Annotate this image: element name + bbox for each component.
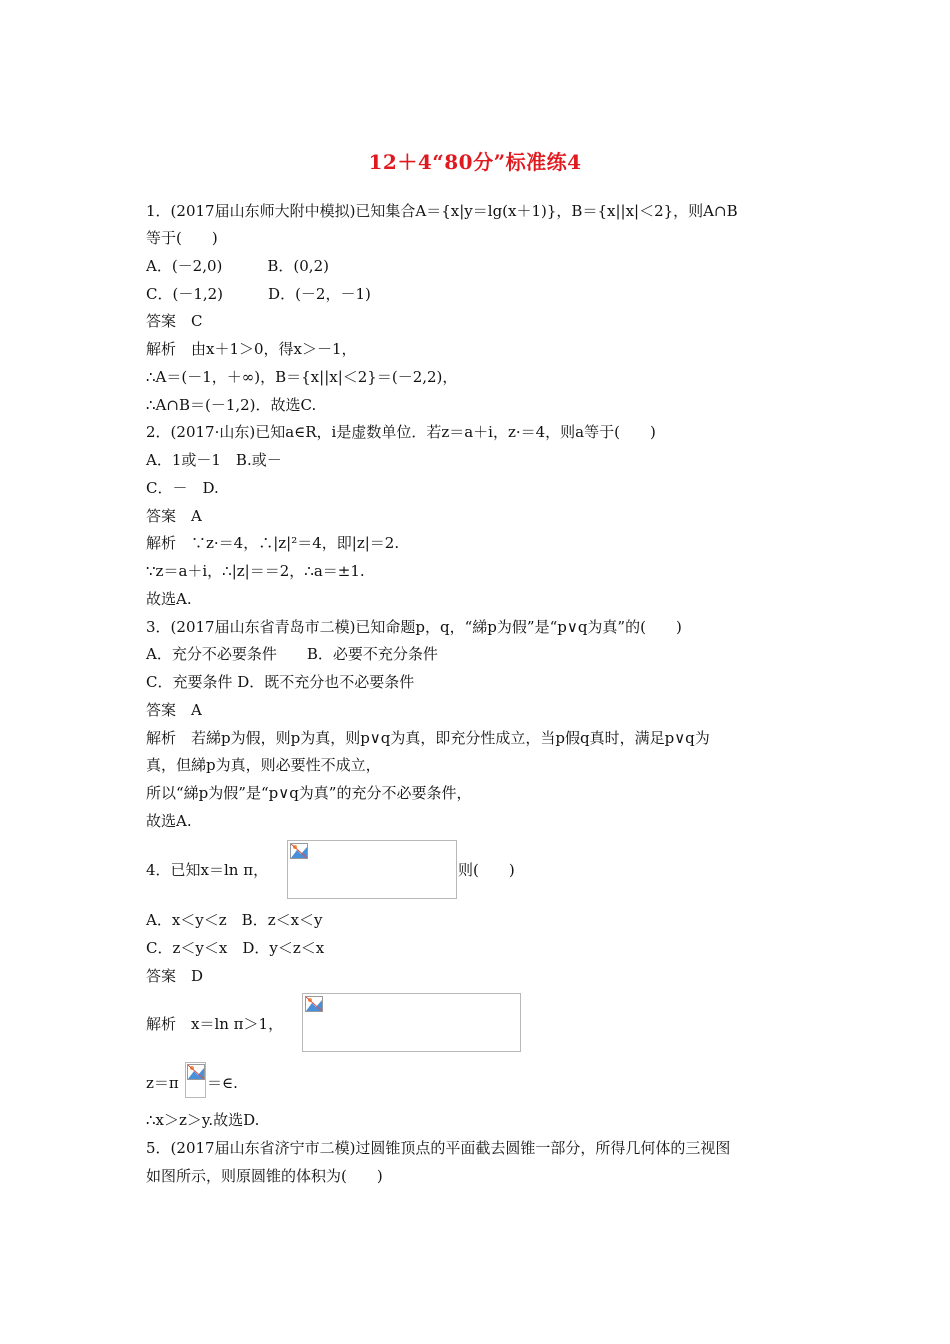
q2-options-ab: A．1或－1 B.或－ — [146, 451, 282, 469]
q2-solution-line2: ∵z＝a＋i，∴|z|＝＝2，∴a＝±1. — [146, 562, 365, 580]
q4-options-ab: A．x＜y＜z B．z＜x＜y — [146, 911, 323, 929]
q2-stem: 2．(2017·山东)已知a∈R，i是虚数单位．若z＝a＋i，z·＝4，则a等于( ) — [146, 423, 656, 441]
q4-solution-line1: 解析 x＝ln π＞1， — [146, 1015, 284, 1033]
q1-solution-line1: 解析 由x＋1＞0，得x＞－1， — [146, 340, 357, 358]
q1-solution-line3: ∴A∩B＝(－1,2)．故选C. — [146, 396, 317, 414]
q1-options-cd: C．(－1,2) D．(－2，－1) — [146, 285, 371, 303]
q3-options-cd: C．充要条件 D．既不充分也不必要条件 — [146, 673, 415, 691]
q4-answer: 答案 D — [146, 967, 204, 985]
q1-stem-line1: 1．(2017届山东师大附中模拟)已知集合A＝{x|y＝lg(x＋1)}，B＝{x||x|＜2}，则A∩B — [146, 202, 738, 220]
page-title: 12＋4“80分”标准练4 — [368, 150, 582, 174]
q2-answer: 答案 A — [146, 507, 202, 525]
q4-stem-tail: 则( ) — [458, 861, 515, 879]
q3-options-ab: A．充分不必要条件 B．必要不充分条件 — [146, 645, 438, 663]
q1-stem-line2: 等于( ) — [146, 229, 218, 247]
formula-image-placeholder — [287, 840, 457, 899]
q3-stem: 3．(2017届山东省青岛市二模)已知命题p，q，“綈p为假”是“p∨q为真”的( ) — [146, 618, 682, 636]
q2-options-cd: C．－ D. — [146, 479, 219, 497]
formula-image-placeholder — [185, 1062, 206, 1098]
q5-stem-line2: 如图所示，则原圆锥的体积为( ) — [146, 1167, 383, 1185]
broken-image-icon — [187, 1064, 205, 1080]
q4-stem: 4．已知x＝ln π， — [146, 861, 269, 879]
q3-solution-line1: 解析 若綈p为假，则p为真，则p∨q为真，即充分性成立，当p假q真时，满足p∨q为 — [146, 729, 710, 747]
q1-options-ab: A．(－2,0) B．(0,2) — [146, 257, 329, 275]
q3-solution-line4: 故选A. — [146, 812, 192, 830]
q3-solution-line3: 所以“綈p为假”是“p∨q为真”的充分不必要条件， — [146, 784, 472, 802]
formula-image-placeholder — [302, 993, 521, 1052]
q1-answer: 答案 C — [146, 312, 203, 330]
broken-image-icon — [290, 843, 308, 859]
q2-solution-line3: 故选A. — [146, 590, 192, 608]
q4-solution-line3: ∴x＞z＞y.故选D. — [146, 1111, 260, 1129]
q3-answer: 答案 A — [146, 701, 202, 719]
q3-solution-line2: 真，但綈p为真，则必要性不成立， — [146, 756, 381, 774]
broken-image-icon — [305, 996, 323, 1012]
q1-solution-line2: ∴A＝(－1，＋∞)，B＝{x||x|＜2}＝(－2,2)， — [146, 368, 458, 386]
q2-solution-line1: 解析 ∵z·＝4，∴|z|²＝4，即|z|＝2. — [146, 534, 400, 552]
q5-stem-line1: 5．(2017届山东省济宁市二模)过圆锥顶点的平面截去圆锥一部分，所得几何体的三视图 — [146, 1139, 731, 1157]
q4-options-cd: C．z＜y＜x D．y＜z＜x — [146, 939, 325, 957]
q4-solution-line2-right: ＝∈. — [207, 1074, 238, 1092]
q4-solution-line2-left: z＝π — [146, 1074, 179, 1092]
